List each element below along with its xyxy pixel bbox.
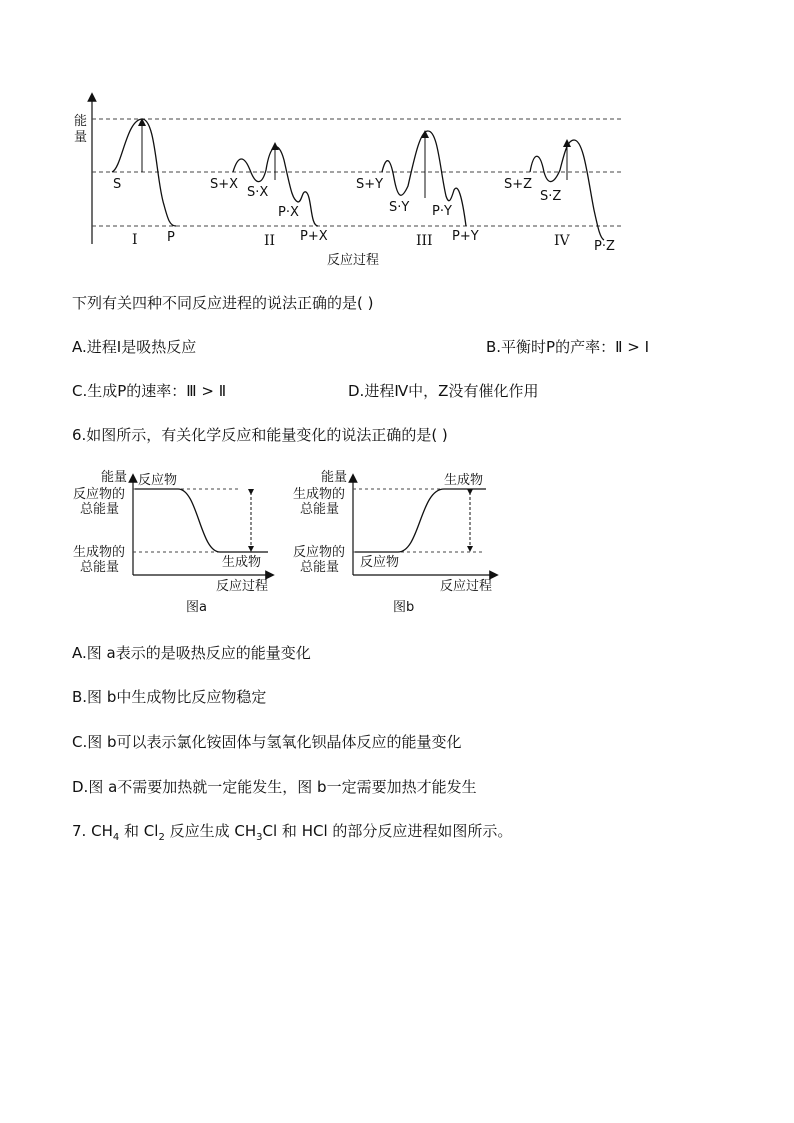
q6-stem: 6.如图所示，有关化学反应和能量变化的说法正确的是( ) [72,426,448,444]
fig-b-upper-level-1: 生成物的 [293,487,346,502]
label-SX: S·X [247,185,269,200]
q7-and1: 和 [119,822,144,840]
q7-stem [72,820,512,843]
x-axis-label: 反应过程 [327,253,380,268]
q7-cl2-sub: 2 [158,832,165,843]
label-S+Z: S+Z [504,177,533,192]
label-S: S [113,177,122,192]
q7-ch4-sub: 4 [112,832,120,843]
q7-and2: 和 [277,822,302,840]
fig-a-curve [135,489,268,552]
q6-option-a[interactable]: A.图 a表示的是吸热反应的能量变化 [72,644,311,662]
fig-a-x-label: 反应过程 [216,579,269,594]
reaction-process-figure [0,0,794,280]
q7-cl2: Cl [143,822,159,840]
label-S+X: S+X [210,177,239,192]
fig-b-lower-level-1: 反应物的 [293,545,346,560]
q5-stem: 下列有关四种不同反应进程的说法正确的是( ) [72,294,374,312]
fig-a-end-label: 生成物 [222,555,262,570]
fig-a-lower-level-1: 生成物的 [73,545,126,560]
fig-b-curve [355,489,486,552]
label-SY: S·Y [389,200,410,215]
fig-b-caption: 图b [393,600,415,615]
label-PX: P·X [278,205,299,220]
q6-option-b[interactable]: B.图 b中生成物比反应物稳定 [72,688,267,706]
q7-ch3cl-a: CH [234,822,257,840]
label-P-1: P [167,230,175,245]
q7-ch3cl-sub: 3 [256,832,263,843]
q7-ch4: CH [91,822,113,840]
fig-a-y-label: 能量 [101,470,128,485]
roman-2: II [264,233,276,249]
fig-b-start-label: 反应物 [360,555,400,570]
label-PZ: P·Z [594,239,615,254]
q6-option-c[interactable]: C.图 b可以表示氯化铵固体与氢氧化钡晶体反应的能量变化 [72,733,462,751]
fig-a-upper-level-1: 反应物的 [73,487,126,502]
q5-option-d[interactable]: D.进程Ⅳ中，Z没有催化作用 [348,382,539,400]
y-axis-label-1: 能 [74,114,88,129]
label-SZ: S·Z [540,189,562,204]
label-PY: P·Y [432,204,452,219]
label-P+Y: P+Y [452,229,479,244]
fig-b-upper-level-2: 总能量 [300,502,340,517]
q5-option-a[interactable]: A.进程Ⅰ是吸热反应 [72,338,197,356]
fig-b-lower-level-2: 总能量 [300,560,340,575]
figure-a [73,469,270,615]
fig-a-lower-level-2: 总能量 [80,560,120,575]
fig-b-y-label: 能量 [321,470,348,485]
label-P+X: P+X [300,229,328,244]
roman-3: III [416,233,433,249]
figure-b [293,469,494,615]
q7-prefix: 7. [72,822,92,840]
fig-b-end-label: 生成物 [444,473,484,488]
q7-suffix: 的部分反应进程如图所示。 [327,822,513,840]
roman-1: I [132,232,138,248]
y-axis-label-2: 量 [74,130,88,145]
q7-mid: 反应生成 [164,822,235,840]
q5-option-b[interactable]: B.平衡时P的产率：Ⅱ > Ⅰ [486,338,650,356]
q6-option-d[interactable]: D.图 a不需要加热就一定能发生，图 b一定需要加热才能发生 [72,778,477,796]
q7-ch3cl-b: Cl [262,822,278,840]
q5-option-c[interactable]: C.生成P的速率：Ⅲ > Ⅱ [72,382,227,400]
roman-4: IV [554,233,570,249]
fig-b-x-label: 反应过程 [440,579,493,594]
fig-a-caption: 图a [186,600,207,615]
fig-a-start-label: 反应物 [138,473,178,488]
energy-diagrams [0,460,794,630]
fig-a-upper-level-2: 总能量 [80,502,120,517]
label-S+Y: S+Y [356,177,384,192]
q7-hcl: HCl [301,822,328,840]
